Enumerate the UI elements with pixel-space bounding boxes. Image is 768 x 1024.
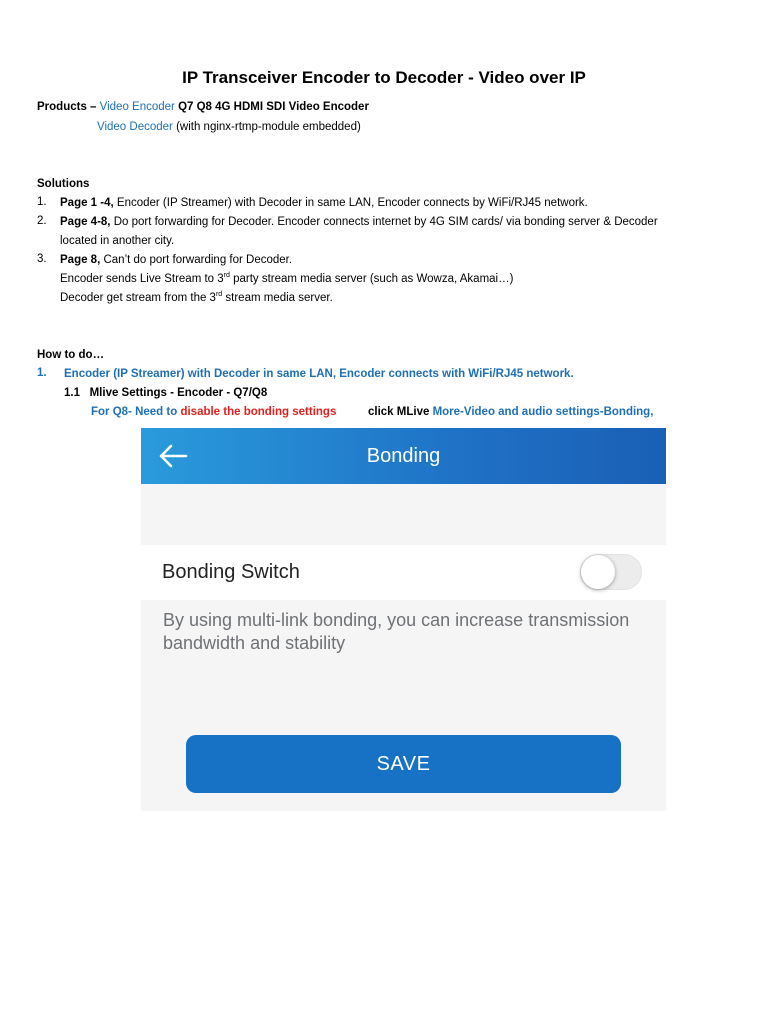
bonding-switch-label: Bonding Switch [162, 561, 300, 583]
app-bar-title: Bonding [366, 445, 441, 467]
document-title: IP Transceiver Encoder to Decoder - Video over IP [182, 68, 586, 87]
encoder-models: Q7 Q8 4G HDMI SDI Video Encoder [174, 101, 369, 113]
solution-2-text: Do port forwarding for Decoder. Encoder connects internet by 4G SIM cards/ via bonding server & Decoder [110, 216, 658, 228]
solution-3-number: 3. [37, 253, 47, 265]
solution-3-pages: Page 8, [60, 254, 101, 266]
howto-step-1 [64, 367, 574, 381]
solution-1-number: 1. [37, 196, 47, 208]
howto-heading: How to do… [37, 349, 105, 361]
howto-substep [64, 386, 267, 400]
video-encoder-link[interactable]: Video Encoder [99, 101, 175, 113]
bonding-description: By using multi-link bonding, you can increase transmission bandwidth and stability [163, 610, 630, 653]
q8-note-b: disable the bonding settings [180, 406, 337, 418]
superscript-rd: rd [223, 272, 230, 279]
superscript-rd: rd [215, 291, 223, 298]
decoder-line [97, 120, 361, 134]
solutions-heading: Solutions [37, 178, 90, 190]
bonding-screenshot [141, 428, 666, 811]
solution-3-cont2-b: stream media server. [222, 292, 333, 304]
substep-title: Mlive Settings - Encoder - Q7/Q8 [89, 387, 268, 399]
products-line [37, 100, 369, 114]
solution-2 [60, 215, 658, 229]
decoder-note: (with nginx-rtmp-module embedded) [172, 121, 361, 133]
solution-3-cont2-a: Decoder get stream from the 3 [60, 292, 216, 304]
q8-note-a: For Q8- Need to [91, 406, 181, 418]
howto-step-1-number: 1. [37, 367, 47, 379]
bonding-toggle[interactable] [580, 554, 642, 590]
solution-3 [60, 253, 292, 267]
solution-1 [60, 196, 588, 210]
video-decoder-link[interactable]: Video Decoder [97, 121, 173, 133]
solution-3-text: Can’t do port forwarding for Decoder. [100, 254, 293, 266]
solution-3-continued-2 [60, 291, 333, 305]
solution-3-continued-1 [60, 272, 513, 286]
solution-1-text: Encoder (IP Streamer) with Decoder in same LAN, Encoder connects by WiFi/RJ45 network. [113, 197, 588, 209]
solution-1-pages: Page 1 -4, [60, 197, 114, 209]
howto-step-1-b: Encoder connects with WiFi/RJ45 network. [339, 368, 574, 380]
solution-2-number: 2. [37, 215, 47, 227]
substep-number: 1.1 [64, 387, 80, 399]
products-label: Products – [37, 101, 100, 113]
save-button[interactable]: SAVE [186, 735, 621, 793]
mlive-instruction-b: More-Video and audio settings-Bonding, [432, 406, 654, 418]
solution-2-continued: located in another city. [60, 235, 175, 247]
app-bar [141, 428, 666, 484]
back-arrow-icon[interactable] [157, 442, 189, 470]
howto-step-1-a: Encoder (IP Streamer) with Decoder in same LAN, [64, 368, 340, 380]
toggle-knob [581, 555, 615, 589]
solution-3-cont1-a: Encoder sends Live Stream to 3 [60, 273, 224, 285]
solution-3-cont1-b: party stream media server (such as Wowza, Akamai…) [229, 273, 514, 285]
solution-2-pages: Page 4-8, [60, 216, 111, 228]
q8-note [91, 405, 336, 419]
bonding-switch-row [141, 545, 666, 600]
mlive-instruction-a: click MLive [368, 406, 433, 418]
mlive-instruction [368, 405, 653, 419]
